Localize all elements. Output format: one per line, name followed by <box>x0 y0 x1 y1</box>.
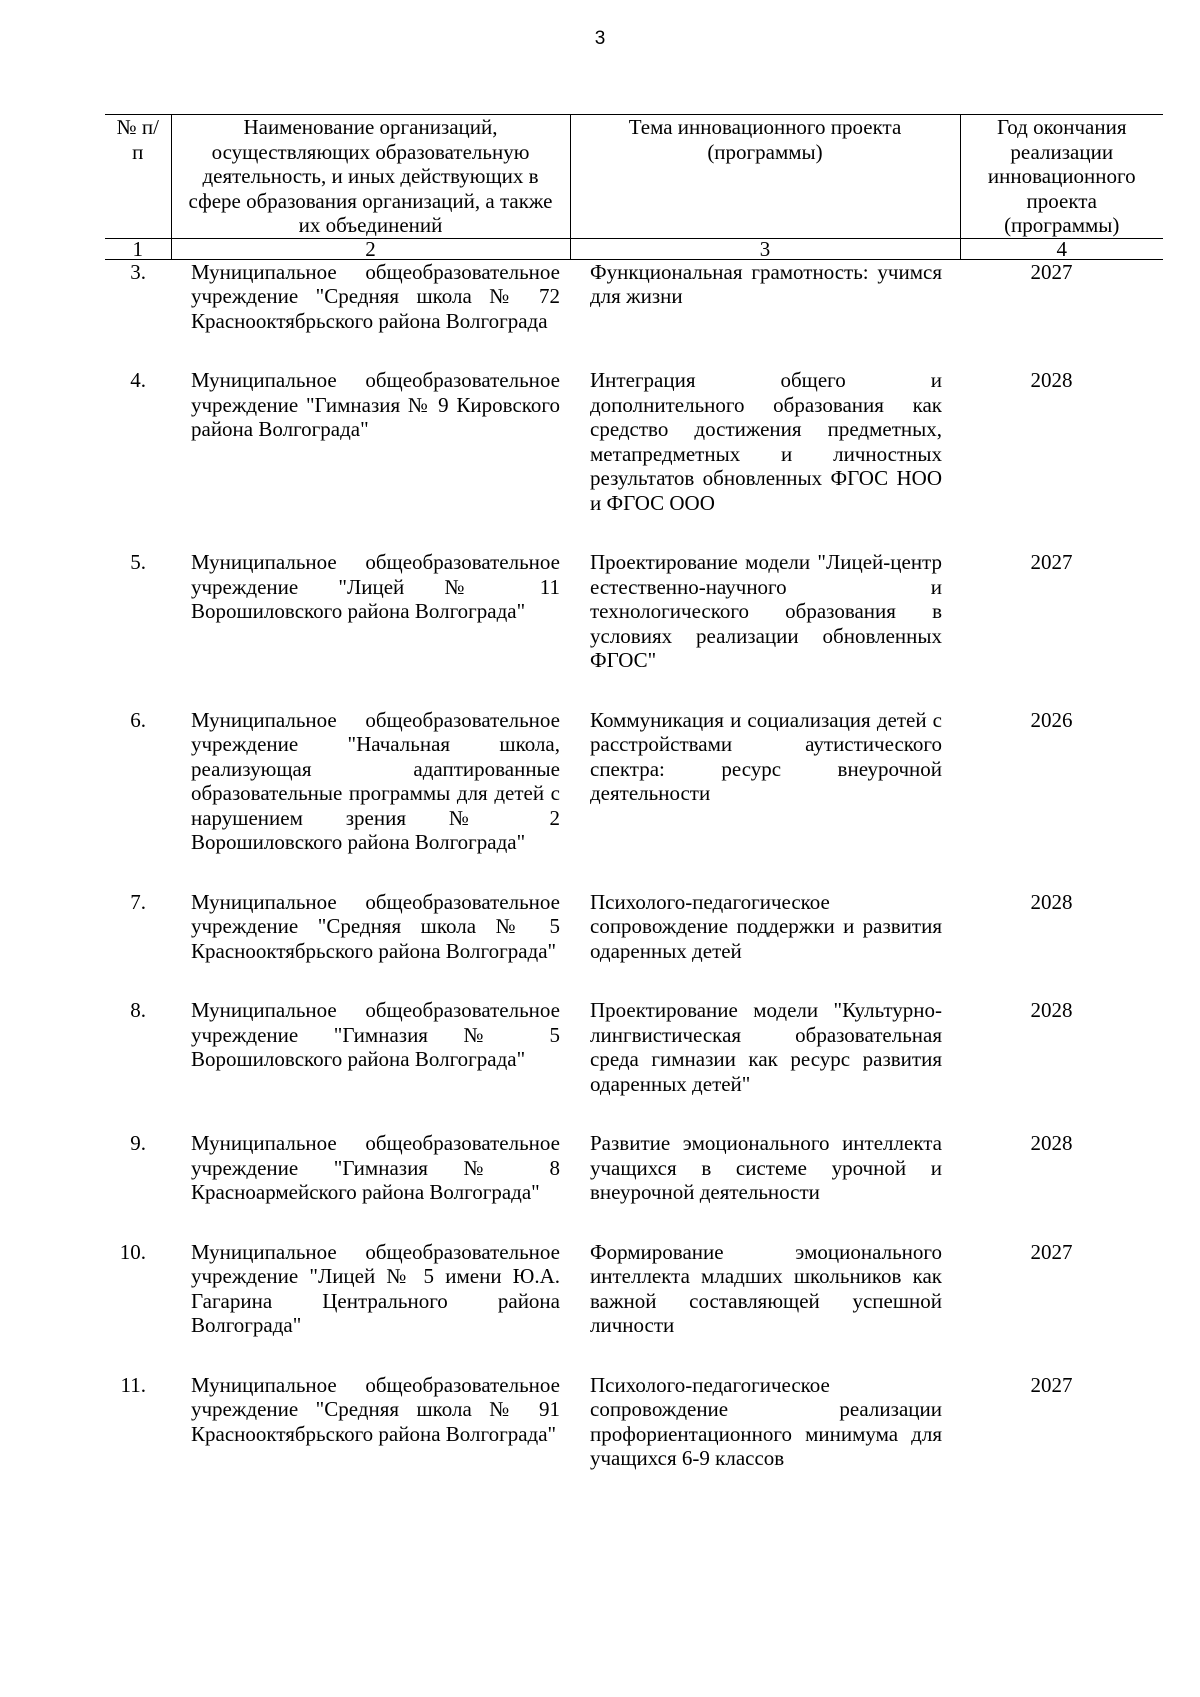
header-organization: Наименование организаций, осуществляющих образовательную деятельность, и иных действующих в сфере образования организаций, а также их объединений <box>171 115 570 239</box>
organization-name: Муниципальное общеобразовательное учреждение "Лицей № 5 имени Ю.А. Гагарина Центрального района Волгограда" <box>191 1239 560 1337</box>
end-year: 2028 <box>1030 889 1073 914</box>
header-topic: Тема инновационного проекта (программы) <box>570 115 960 239</box>
page-number: 3 <box>594 28 606 49</box>
projects-table <box>105 114 1163 1506</box>
end-year: 2027 <box>1030 1239 1073 1264</box>
end-year: 2026 <box>1030 707 1073 732</box>
header-year: Год окончания реализации инновационного проекта (программы) <box>960 115 1163 239</box>
end-year: 2027 <box>1030 1372 1073 1397</box>
project-topic: Коммуникация и социализация детей с расстройствами аутистического спектра: ресурс внеурочной деятельности <box>590 707 942 805</box>
end-year: 2028 <box>1030 368 1073 392</box>
row-number: 8. <box>130 998 146 1022</box>
row-number: 6. <box>130 707 146 732</box>
organization-name: Муниципальное общеобразовательное учреждение "Гимназия № 5 Ворошиловского района Волгограда" <box>191 998 560 1071</box>
table-row <box>105 368 1163 550</box>
project-topic: Формирование эмоционального интеллекта младших школьников как важной составляющей успешной личности <box>590 1239 942 1337</box>
table-row <box>105 708 1163 890</box>
table-row <box>105 1240 1163 1373</box>
project-topic: Психолого-педагогическое сопровождение поддержки и развития одаренных детей <box>590 889 942 963</box>
organization-name: Муниципальное общеобразовательное учреждение "Лицей № 11 Ворошиловского района Волгограда" <box>191 550 560 623</box>
organization-name: Муниципальное общеобразовательное учреждение "Гимназия № 9 Кировского района Волгограда" <box>191 368 560 441</box>
end-year: 2027 <box>1030 259 1073 284</box>
column-number: 2 <box>171 238 570 259</box>
table-row <box>105 550 1163 708</box>
row-number: 4. <box>130 368 146 392</box>
row-number: 11. <box>120 1372 146 1397</box>
organization-name: Муниципальное общеобразовательное учреждение "Средняя школа № 5 Краснооктябрьского района Волгограда" <box>191 889 560 963</box>
table-row <box>105 1373 1163 1506</box>
row-number: 5. <box>130 550 146 574</box>
header-row <box>105 115 1163 239</box>
table-body <box>105 259 1163 1506</box>
project-topic: Функциональная грамотность: учимся для жизни <box>590 259 942 308</box>
end-year: 2028 <box>1030 1131 1073 1155</box>
project-topic: Проектирование модели "Культурно-лингвистическая образовательная среда гимназии как ресурс развития одаренных детей" <box>590 998 942 1096</box>
column-number: 1 <box>105 238 171 259</box>
end-year: 2027 <box>1030 550 1073 574</box>
table-header <box>105 115 1163 260</box>
project-topic: Проектирование модели "Лицей-центр естественно-научного и технологического образования в условиях реализации обновленных ФГОС" <box>590 550 942 672</box>
organization-name: Муниципальное общеобразовательное учреждение "Средняя школа № 91 Краснооктябрьского района Волгограда" <box>191 1372 560 1446</box>
column-number: 4 <box>960 238 1163 259</box>
table-row <box>105 1131 1163 1240</box>
header-num: № п/п <box>105 115 171 239</box>
table-row <box>105 998 1163 1131</box>
row-number: 7. <box>130 889 146 914</box>
column-number-row <box>105 238 1163 259</box>
table-row <box>105 259 1163 368</box>
column-number: 3 <box>570 238 960 259</box>
project-topic: Развитие эмоционального интеллекта учащихся в системе урочной и внеурочной деятельности <box>590 1131 942 1204</box>
project-topic: Психолого-педагогическое сопровождение реализации профориентационного минимума для учащихся 6-9 классов <box>590 1372 942 1470</box>
row-number: 9. <box>130 1131 146 1155</box>
project-topic: Интеграция общего и дополнительного образования как средство достижения предметных, метапредметных и личностных результатов обновленных ФГОС НОО и ФГОС ООО <box>590 368 942 515</box>
end-year: 2028 <box>1030 998 1073 1022</box>
table-row <box>105 890 1163 999</box>
row-number: 10. <box>119 1239 146 1264</box>
row-number: 3. <box>130 259 146 284</box>
organization-name: Муниципальное общеобразовательное учреждение "Гимназия № 8 Красноармейского района Волгограда" <box>191 1131 560 1204</box>
organization-name: Муниципальное общеобразовательное учреждение "Начальная школа, реализующая адаптированные образовательные программы для детей с нарушением зрения № 2 Ворошиловского района Волгограда" <box>191 707 560 854</box>
organization-name: Муниципальное общеобразовательное учреждение "Средняя школа № 72 Краснооктябрьского района Волгограда <box>191 259 560 333</box>
